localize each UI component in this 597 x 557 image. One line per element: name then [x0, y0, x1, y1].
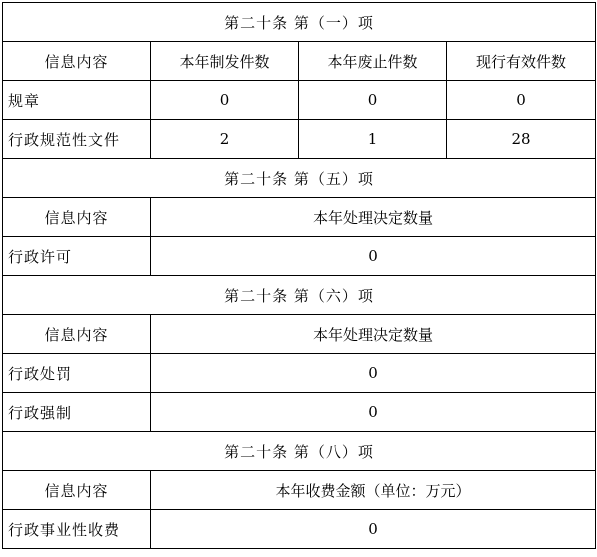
table-row [3, 393, 596, 432]
section-title-row [3, 159, 596, 198]
header-decision-count: 本年处理决定数量 [151, 198, 596, 237]
cell-value: 28 [447, 120, 596, 159]
cell-value: 1 [299, 120, 447, 159]
disclosure-table [2, 2, 596, 549]
row-label: 行政许可 [3, 237, 151, 276]
header-info-content: 信息内容 [3, 471, 151, 510]
section-title-row [3, 432, 596, 471]
table-row [3, 120, 596, 159]
header-valid-count: 现行有效件数 [447, 42, 596, 81]
row-label: 行政处罚 [3, 354, 151, 393]
cell-value: 0 [151, 354, 596, 393]
row-label: 行政事业性收费 [3, 510, 151, 549]
header-info-content: 信息内容 [3, 42, 151, 81]
table-row [3, 237, 596, 276]
cell-value: 2 [151, 120, 299, 159]
table-row [3, 354, 596, 393]
column-header-row [3, 42, 596, 81]
section-title: 第二十条 第（六）项 [3, 276, 596, 315]
header-decision-count: 本年处理决定数量 [151, 315, 596, 354]
header-info-content: 信息内容 [3, 198, 151, 237]
cell-value: 0 [151, 81, 299, 120]
cell-value: 0 [151, 393, 596, 432]
header-fee-amount: 本年收费金额（单位：万元） [151, 471, 596, 510]
section-title: 第二十条 第（五）项 [3, 159, 596, 198]
cell-value: 0 [151, 510, 596, 549]
table-row [3, 81, 596, 120]
table-row [3, 510, 596, 549]
column-header-row [3, 471, 596, 510]
row-label: 行政强制 [3, 393, 151, 432]
section-title: 第二十条 第（八）项 [3, 432, 596, 471]
cell-value: 0 [299, 81, 447, 120]
row-label: 行政规范性文件 [3, 120, 151, 159]
row-label: 规章 [3, 81, 151, 120]
column-header-row [3, 315, 596, 354]
header-issued-count: 本年制发件数 [151, 42, 299, 81]
header-repealed-count: 本年废止件数 [299, 42, 447, 81]
header-info-content: 信息内容 [3, 315, 151, 354]
cell-value: 0 [447, 81, 596, 120]
section-title: 第二十条 第（一）项 [3, 3, 596, 42]
cell-value: 0 [151, 237, 596, 276]
section-title-row [3, 3, 596, 42]
section-title-row [3, 276, 596, 315]
column-header-row [3, 198, 596, 237]
